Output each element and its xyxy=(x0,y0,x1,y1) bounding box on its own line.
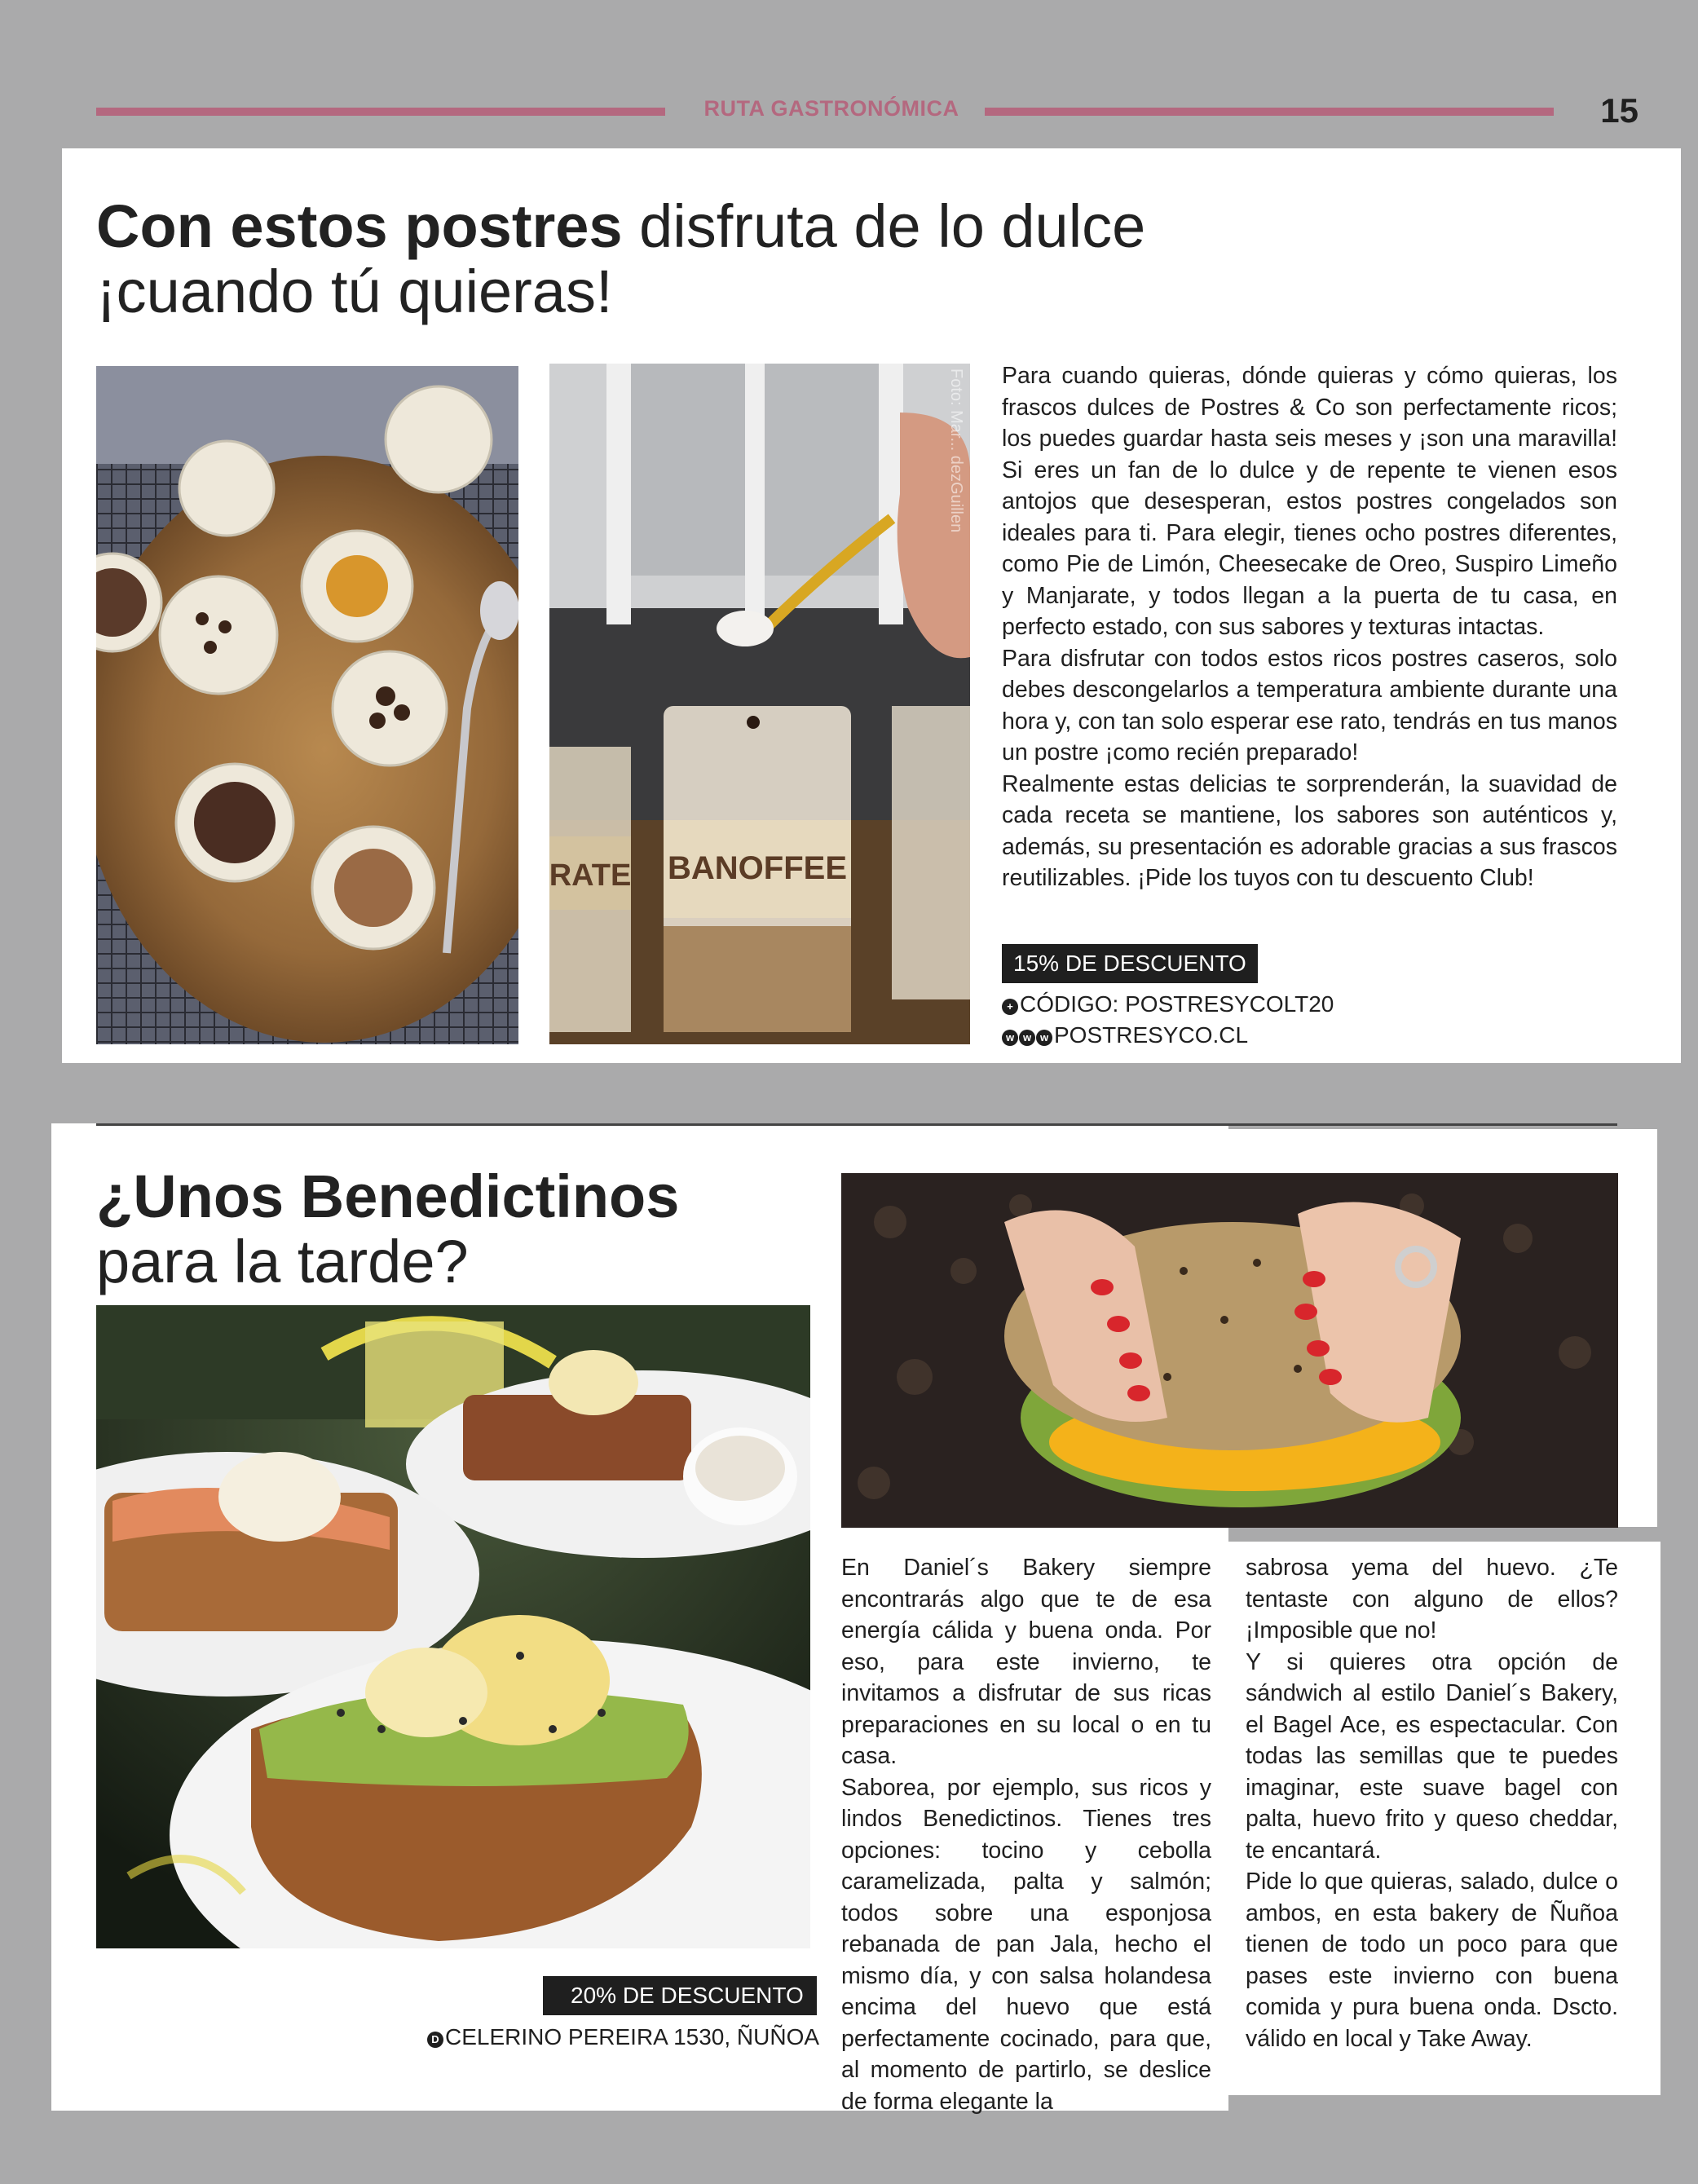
info-dot-icon: + xyxy=(1002,999,1018,1015)
location-dot-icon: D xyxy=(427,2032,443,2048)
bakery-paragraph: Saborea, por ejemplo, sus ricos y lindos Benedictinos. Tienes tres opciones: tocino y cebolla caramelizada, palta y salmón; todos sobre una esponjosa rebanada de pan Jala, hecho el mismo día, y con salsa holandesa encima del huevo que está perfectamente cocinado, para que, al momento de partirlo, se deslice de forma elegante la xyxy=(841,1774,1211,2115)
section-label: RUTA GASTRONÓMICA xyxy=(703,96,959,121)
article-bakery-col1 xyxy=(841,1552,1211,2117)
desserts-code: + CÓDIGO: POSTRESYCOLT20 xyxy=(1002,989,1334,1020)
bakery-address: D CELERINO PEREIRA 1530, ÑUÑOA xyxy=(427,2022,819,2053)
www-icon: w w w xyxy=(1002,1022,1054,1048)
header-rule-left xyxy=(96,108,665,116)
desserts-discount-badge: 15% DE DESCUENTO xyxy=(1002,944,1258,983)
article-divider xyxy=(96,1123,1617,1126)
bakery-discount-badge: 20% DE DESCUENTO xyxy=(543,1976,817,2015)
page-number: 15 xyxy=(1600,91,1638,130)
desserts-paragraph: Para cuando quieras, dónde quieras y cómo quieras, los frascos dulces de Postres & Co son perfectamente ricos; los puedes guardar hasta seis meses y ¡son una maravilla! Si eres un fan de lo dulce y de repente te vienen esos antojos que desesperan, estos postres congelados son ideales para ti. Para elegir, tienes ocho postres diferentes, como Pie de Limón, Cheesecake de Oreo, Suspiro Limeño y Manjarate, y todos llegan a la puerta de tu casa, en perfecto estado, con sus sabores y texturas intactas. xyxy=(1002,363,1617,640)
desserts-paragraph: Realmente estas delicias te sorprenderán, la suavidad de cada receta se mantiene, los sabores son auténticos y, además, su presentación es adorable gracias a sus frascos reutilizables. ¡Pide los tuyos con tu descuento Club! xyxy=(1002,770,1617,891)
benedictinos-photo xyxy=(96,1305,810,1948)
desserts-website[interactable]: w w w POSTRESYCO.CL xyxy=(1002,1020,1248,1051)
article-bakery-col2 xyxy=(1246,1552,1618,2054)
desserts-jars-photo xyxy=(96,366,518,1044)
svg-text:RATE: RATE xyxy=(549,858,632,893)
bagel-photo xyxy=(841,1173,1618,1528)
photo-credit: Foto: Mar... dezGuillen xyxy=(947,368,965,533)
bakery-paragraph: sabrosa yema del huevo. ¿Te tentaste con alguno de ellos? ¡Imposible que no! xyxy=(1246,1555,1618,1644)
desserts-paragraph: Para disfrutar con todos estos ricos postres caseros, solo debes descongelarlos a temperatura ambiente durante una hora y, con tan solo esperar ese rato, tendrás en tus manos un postre ¡como recién preparado! xyxy=(1002,645,1617,766)
header-rule-right xyxy=(985,108,1554,116)
article-desserts-title: Con estos postres disfruta de lo dulce ¡cuando tú quieras! xyxy=(96,192,1146,325)
bakery-paragraph: Y si quieres otra opción de sándwich al estilo Daniel´s Bakery, el Bagel Ace, es espectacular. Con todas las semillas que te puedes imaginar, este suave bagel con palta, huevo frito y queso cheddar, te encantará. xyxy=(1246,1648,1618,1864)
article-desserts-body xyxy=(1002,360,1617,894)
article-bakery-title: ¿Unos Benedictinos para la tarde? xyxy=(96,1163,680,1295)
svg-text:BANOFFEE: BANOFFEE xyxy=(668,850,847,886)
bakery-paragraph: Pide lo que quieras, salado, dulce o ambos, en esta bakery de Ñuñoa tienen de todo un poco para que pases este invierno con buena comida y pura buena onda. Dscto. válido en local y Take Away. xyxy=(1246,1869,1618,2052)
desserts-banoffee-photo xyxy=(549,364,970,1044)
bakery-paragraph: En Daniel´s Bakery siempre encontrarás algo que te de esa energía cálida y buena onda. Por eso, para este invierno, te invitamos a disfrutar de sus ricas preparaciones en su local o en tu casa. xyxy=(841,1555,1211,1769)
